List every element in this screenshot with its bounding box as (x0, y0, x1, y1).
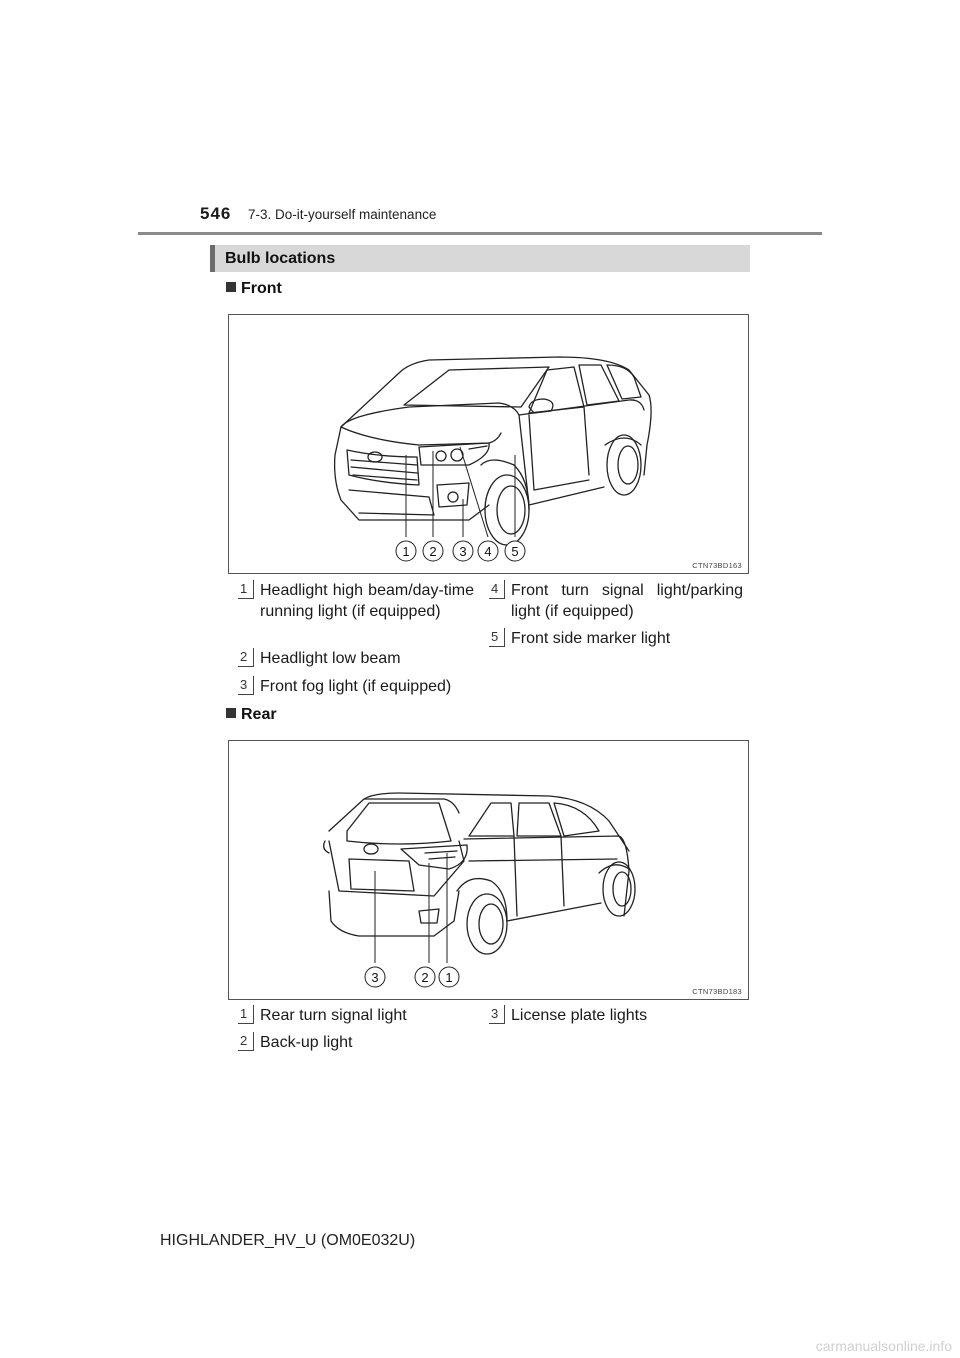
square-bullet-icon (226, 282, 236, 292)
legend-text: Back-up light (260, 1034, 353, 1051)
legend-number: 2 (238, 1032, 254, 1051)
rear-bulb-figure (228, 740, 749, 1000)
legend-number: 2 (238, 648, 254, 667)
front-bulb-figure (228, 314, 749, 574)
section-heading-bar (210, 245, 750, 272)
legend-text: Front turn signal light/parking light (if equipped) (511, 582, 743, 620)
legend-text: Front side marker light (511, 630, 671, 647)
legend-text: Headlight low beam (260, 650, 401, 667)
front-car-illustration (229, 315, 748, 573)
rear-car-illustration (229, 741, 748, 999)
figure-code: CTN73BD163 (692, 561, 742, 570)
front-callout: 1 (402, 544, 410, 559)
legend-number: 3 (238, 676, 254, 695)
front-callout: 3 (459, 544, 467, 559)
footer-watermark[interactable]: carmanualsonline.info (815, 1338, 952, 1354)
front-legend (238, 580, 750, 700)
legend-number: 4 (489, 580, 505, 599)
front-heading (226, 280, 282, 298)
section-title: Bulb locations (225, 250, 336, 267)
legend-number: 3 (489, 1005, 505, 1024)
figure-code: CTN73BD183 (692, 987, 742, 996)
header-rule (138, 232, 822, 235)
legend-text: Rear turn signal light (260, 1007, 407, 1024)
legend-text: License plate lights (511, 1007, 648, 1024)
chapter-title: 7-3. Do-it-yourself maintenance (248, 207, 437, 222)
front-callout: 5 (511, 544, 519, 559)
front-heading-label: Front (241, 280, 282, 297)
legend-number: 5 (489, 628, 505, 647)
front-callout: 2 (429, 544, 437, 559)
legend-text: Front fog light (if equipped) (260, 678, 452, 695)
legend-text: Headlight high beam/day-time running light (if equipped) (260, 582, 474, 620)
rear-callout: 3 (371, 970, 379, 985)
section-accent (210, 245, 215, 272)
legend-number: 1 (238, 580, 254, 599)
legend-number: 1 (238, 1005, 254, 1024)
rear-heading-label: Rear (241, 706, 277, 723)
page-number: 546 (200, 204, 232, 223)
front-callout: 4 (484, 544, 492, 559)
rear-callout: 1 (445, 970, 453, 985)
footer-model-code: HIGHLANDER_HV_U (OM0E032U) (160, 1232, 416, 1249)
rear-heading (226, 706, 277, 724)
rear-legend (238, 1005, 750, 1057)
rear-callout: 2 (421, 970, 429, 985)
square-bullet-icon (226, 708, 236, 718)
